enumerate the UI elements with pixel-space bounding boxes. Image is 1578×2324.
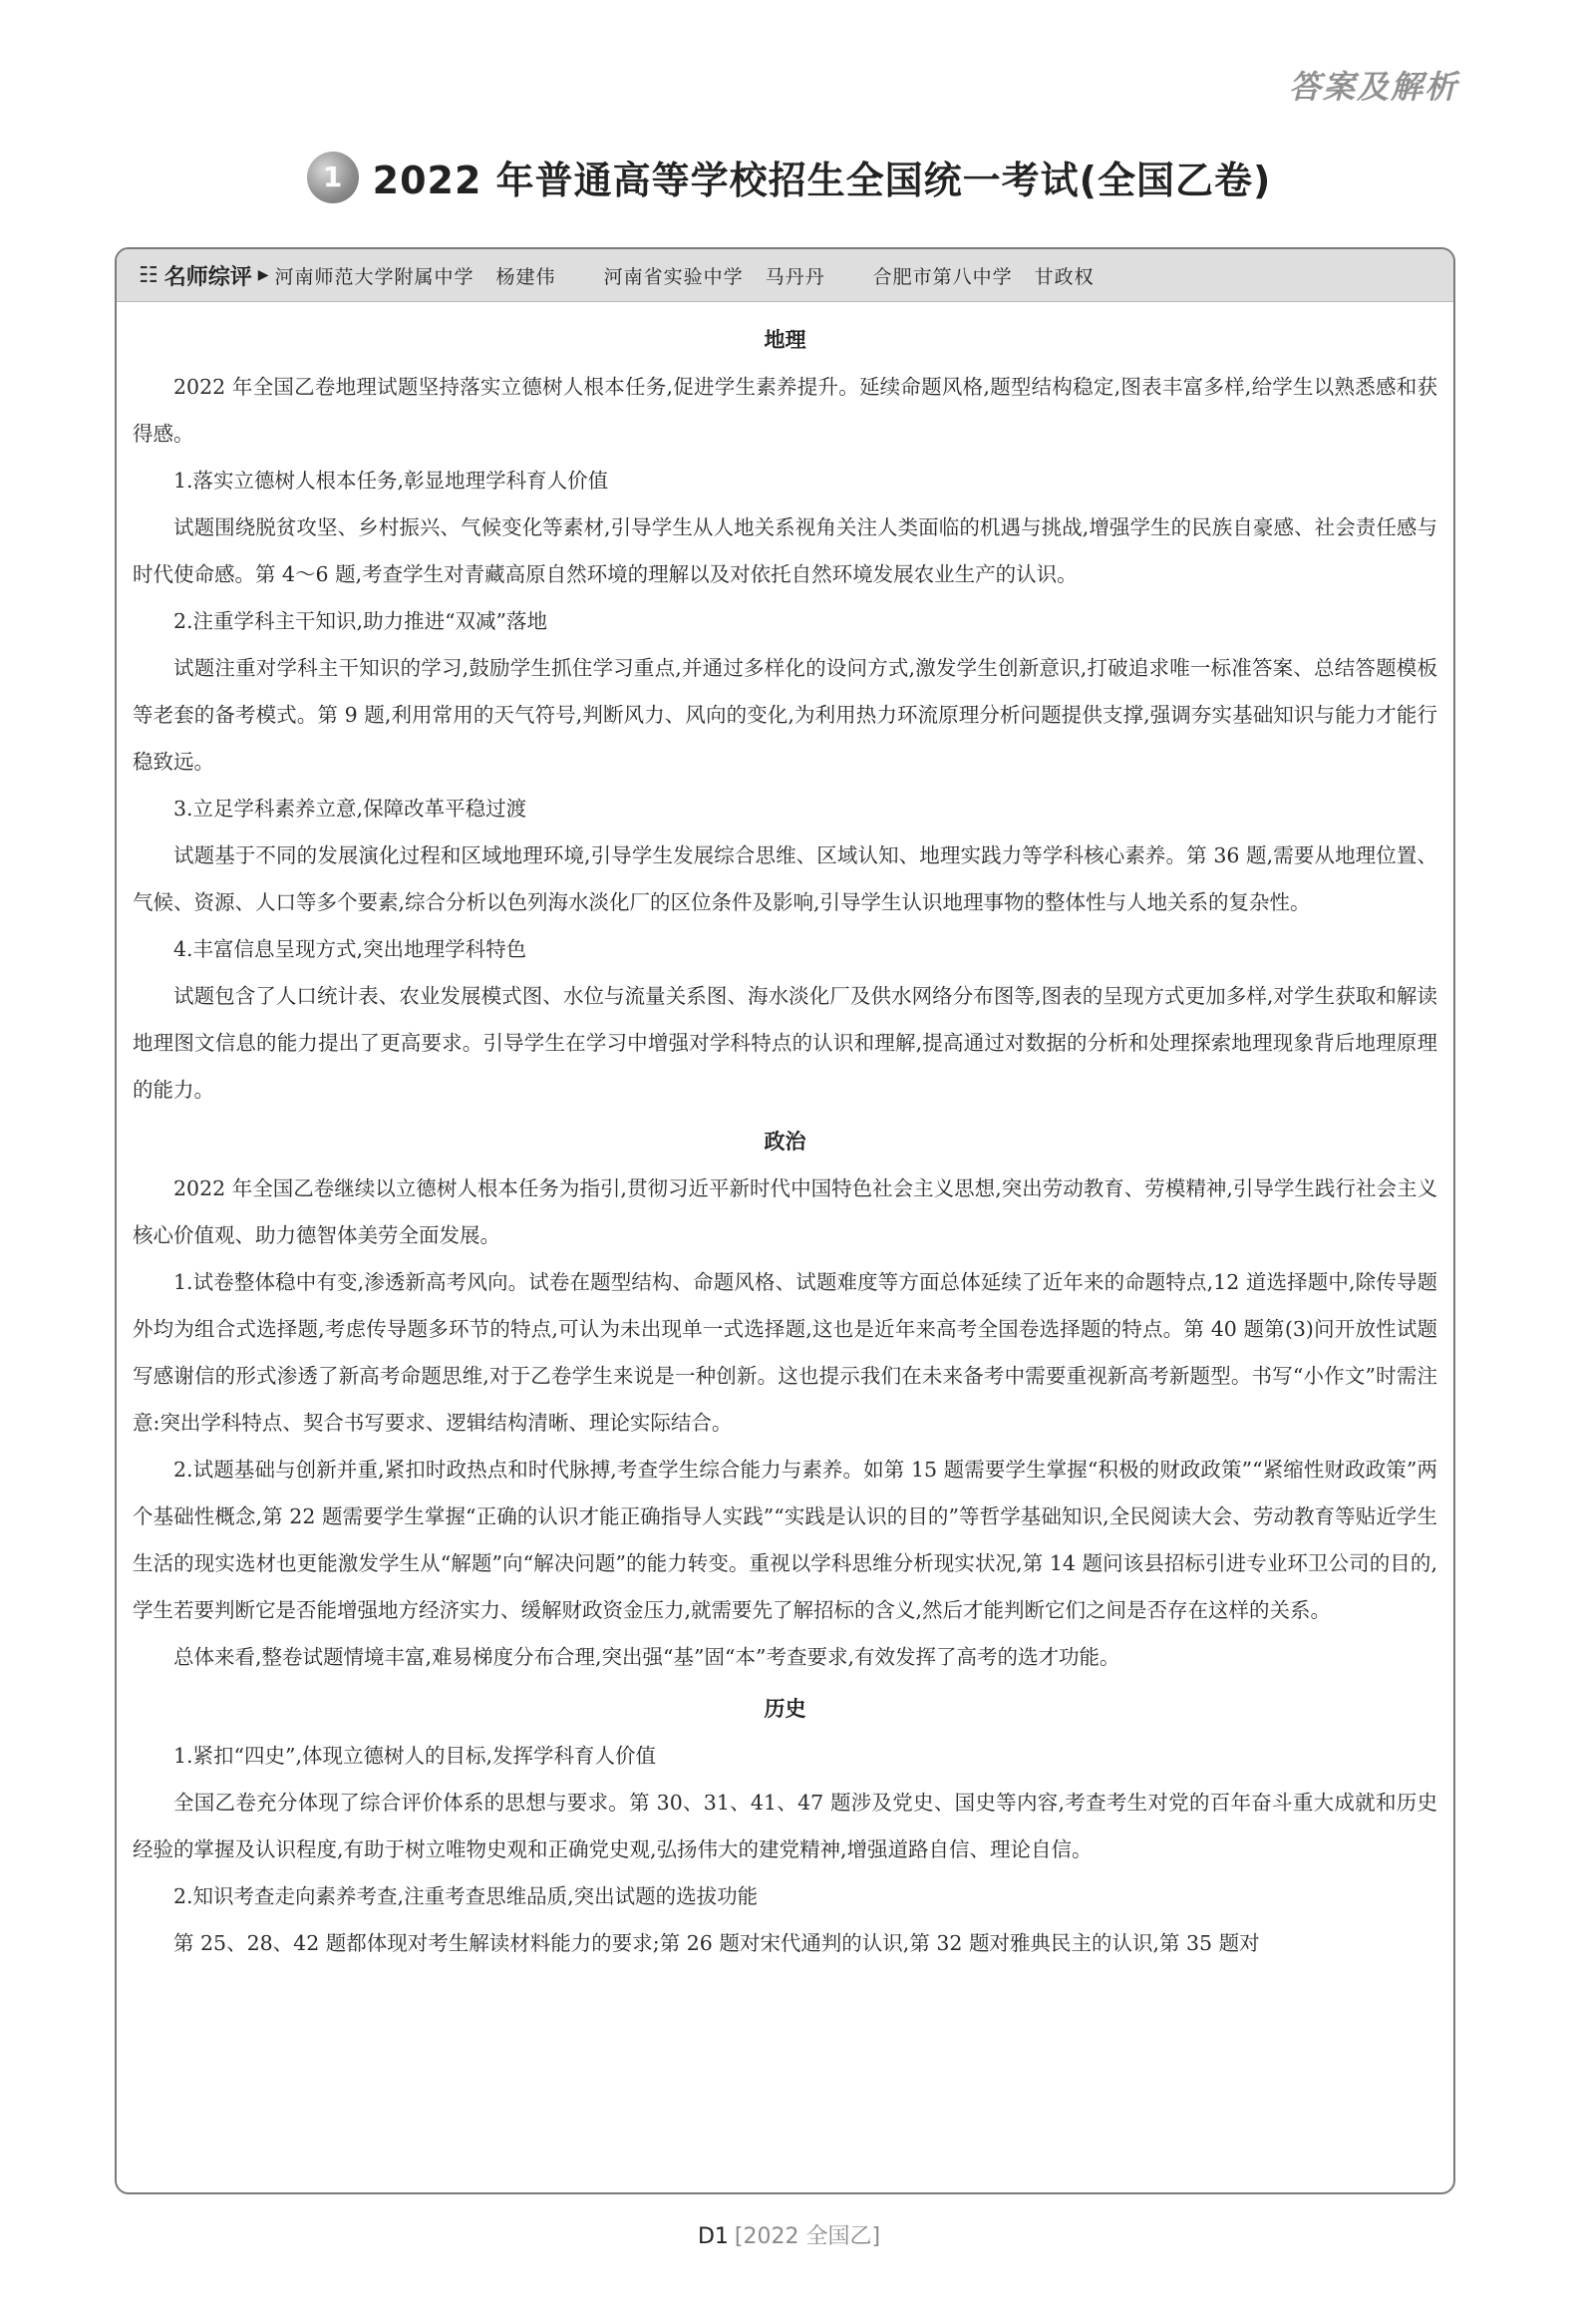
- teacher-school: 河南省实验中学: [603, 265, 744, 288]
- paragraph: 试题包含了人口统计表、农业发展模式图、水位与流量关系图、海水淡化厂及供水网络分布图等,图表的呈现方式更加多样,对学生获取和解读地理图文信息的能力提出了更高要求。引导学生在学习中增强对学科特点的认识和理解,提高通过对数据的分析和处理探索地理现象背后地理原理的能力。: [133, 984, 1437, 1102]
- teacher-2: [604, 262, 825, 289]
- paragraph: 总体来看,整卷试题情境丰富,难易梯度分布合理,突出强“基”固“本”考查要求,有效发挥了高考的选才功能。: [173, 1645, 1120, 1669]
- page-number: D1: [697, 2224, 729, 2249]
- triangle-right-icon: ▶: [257, 267, 269, 283]
- review-box: [115, 247, 1455, 2194]
- teacher-3: [873, 262, 1095, 289]
- paragraph: 1.试卷整体稳中有变,渗透新高考风向。试卷在题型结构、命题风格、试题难度等方面总体延续了近年来的命题特点,12 道选择题中,除传导题外均为组合式选择题,考虑传导题多环节的特点,可认为未出现单一式选择题,这也是近年来高考全国卷选择题的特点。第 40 题第(3)问开放性试题写感谢信的形式渗透了新高考命题思维,对于乙卷学生来说是一种创新。这也提示我们在未来备考中需要重视新高考新题型。书写“小作文”时需注意:突出学科特点、契合书写要求、逻辑结构清晰、理论实际结合。: [133, 1270, 1437, 1435]
- paragraph: 2.试题基础与创新并重,紧扣时政热点和时代脉搏,考查学生综合能力与素养。如第 15 题需要学生掌握“积极的财政政策”“紧缩性财政政策”两个基础性概念,第 22 题需要学生掌握“正确的认识才能正确指导人实践”“实践是认识的目的”等哲学基础知识,全民阅读大会、劳动教育等贴近学生生活的现实选材也更能激发学生从“解题”向“解决问题”的能力转变。重视以学科思维分析现实状况,第 14 题问该县招标引进专业环卫公司的目的,学生若要判断它是否能增强地方经济实力、缓解财政资金压力,就需要先了解招标的含义,然后才能判断它们之间是否存在这样的关系。: [133, 1458, 1437, 1622]
- page-title: 2022 年普通高等学校招生全国统一考试(全国乙卷): [372, 159, 1272, 202]
- teacher-1: [275, 262, 556, 289]
- paragraph: 4.丰富信息呈现方式,突出地理学科特色: [173, 937, 527, 961]
- teacher-school: 合肥市第八中学: [872, 265, 1013, 288]
- paragraph: 2022 年全国乙卷地理试题坚持落实立德树人根本任务,促进学生素养提升。延续命题风格,题型结构稳定,图表丰富多样,给学生以熟悉感和获得感。: [133, 375, 1437, 446]
- paragraph: 全国乙卷充分体现了综合评价体系的思想与要求。第 30、31、41、47 题涉及党史、国史等内容,考查考生对党的百年奋斗重大成就和历史经验的掌握及认识程度,有助于树立唯物史观和正确党史观,弘扬伟大的建党精神,增强道路自信、理论自信。: [133, 1791, 1437, 1861]
- paragraph: 1.紧扣“四史”,体现立德树人的目标,发挥学科育人价值: [173, 1744, 657, 1768]
- review-label: 名师综评: [163, 264, 252, 290]
- teacher-icon: ☷: [139, 262, 158, 288]
- paragraph: 2.知识考查走向素养考查,注重考查思维品质,突出试题的选拔功能: [173, 1884, 759, 1908]
- paragraph: 3.立足学科素养立意,保障改革平稳过渡: [173, 797, 527, 821]
- paragraph: 试题围绕脱贫攻坚、乡村振兴、气候变化等素材,引导学生从人地关系视角关注人类面临的机遇与挑战,增强学生的民族自豪感、社会责任感与时代使命感。第 4～6 题,考查学生对青藏高原自然环境的理解以及对依托自然环境发展农业生产的认识。: [133, 515, 1437, 586]
- paragraph: 第 25、28、42 题都体现对考生解读材料能力的要求;第 26 题对宋代通判的认识,第 32 题对雅典民主的认识,第 35 题对: [173, 1931, 1260, 1955]
- paragraph: 2.注重学科主干知识,助力推进“双减”落地: [173, 609, 548, 633]
- teacher-name: 杨建伟: [495, 265, 556, 288]
- page-footer: [0, 2219, 1578, 2250]
- title-number-badge: 1: [307, 152, 359, 203]
- corner-label: 答案及解析: [1288, 68, 1458, 106]
- paragraph: 试题注重对学科主干知识的学习,鼓励学生抓住学习重点,并通过多样化的设问方式,激发学生创新意识,打破追求唯一标准答案、总结答题模板等老套的备考模式。第 9 题,利用常用的天气符号,判断风力、风向的变化,为利用热力环流原理分析问题提供支撑,强调夯实基础知识与能力才能行稳致远。: [133, 656, 1437, 774]
- paragraph: 2022 年全国乙卷继续以立德树人根本任务为指引,贯彻习近平新时代中国特色社会主义思想,突出劳动教育、劳模精神,引导学生践行社会主义核心价值观、助力德智体美劳全面发展。: [133, 1176, 1437, 1247]
- title-row: [0, 150, 1578, 204]
- teacher-name: 甘政权: [1034, 265, 1095, 288]
- teacher-school: 河南师范大学附属中学: [274, 265, 474, 288]
- section-title-geography: 地理: [764, 328, 806, 352]
- paragraph: 1.落实立德树人根本任务,彰显地理学科育人价值: [173, 469, 609, 493]
- teacher-name: 马丹丹: [765, 265, 825, 288]
- footer-label: [2022 全国乙]: [734, 2224, 881, 2249]
- section-title-politics: 政治: [764, 1130, 806, 1154]
- review-header: [117, 249, 1453, 302]
- section-title-history: 历史: [764, 1697, 806, 1721]
- paragraph: 试题基于不同的发展演化过程和区域地理环境,引导学生发展综合思维、区域认知、地理实践力等学科核心素养。第 36 题,需要从地理位置、气候、资源、人口等多个要素,综合分析以色列海水淡化厂的区位条件及影响,引导学生认识地理事物的整体性与人地关系的复杂性。: [133, 843, 1437, 914]
- review-content: [117, 302, 1453, 1967]
